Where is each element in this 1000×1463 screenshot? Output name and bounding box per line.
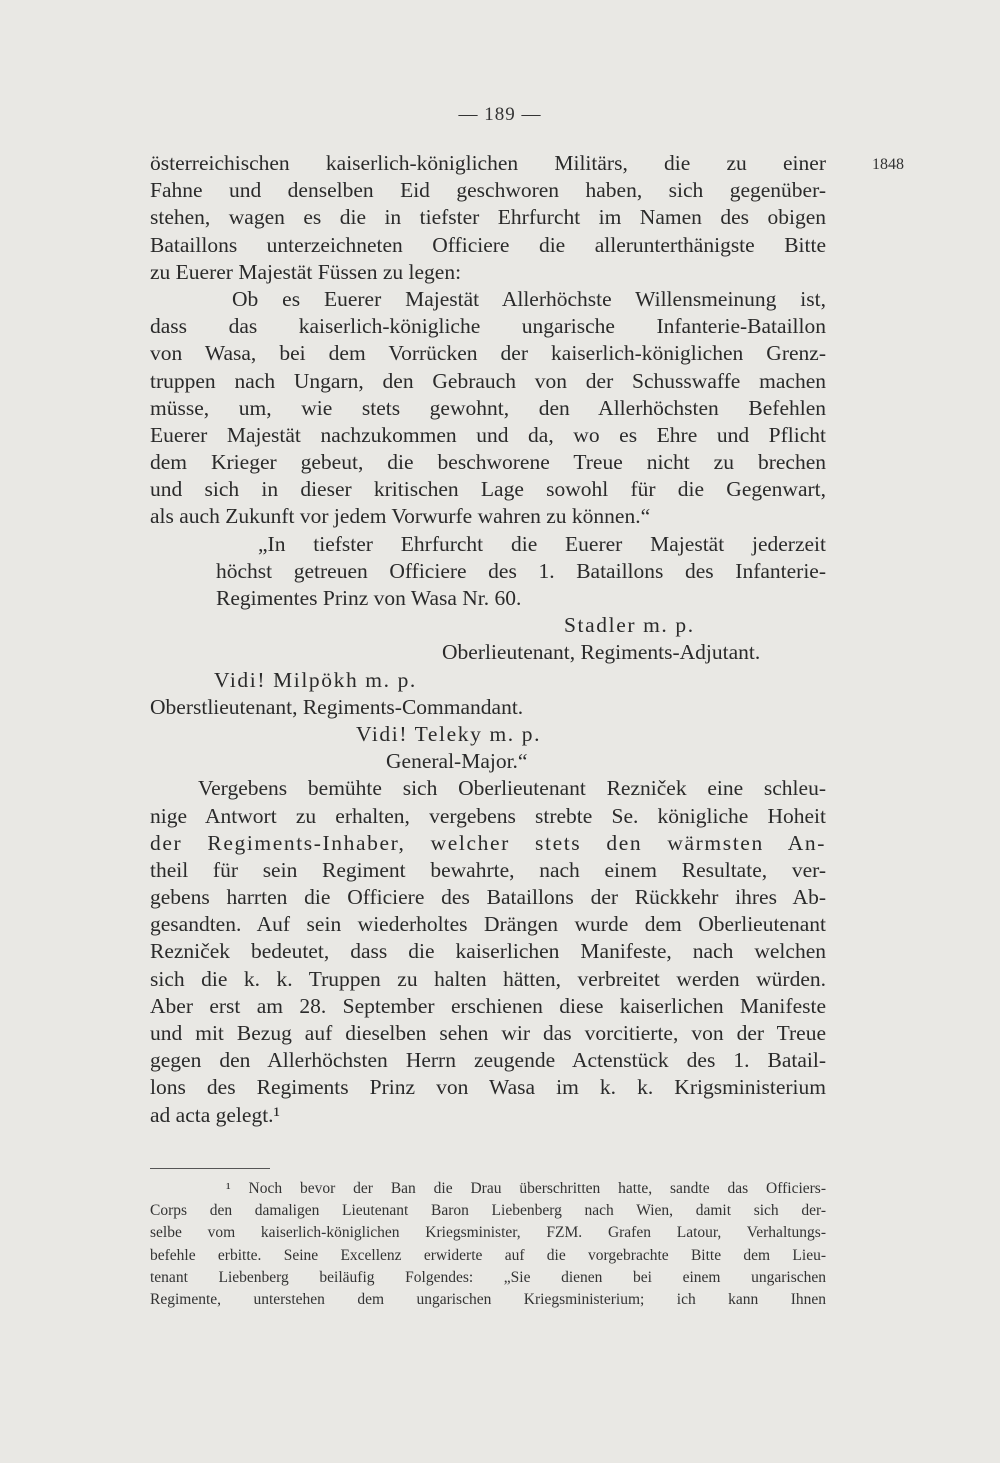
text-line: als auch Zukunft vor jedem Vorwurfe wahren zu können.“ <box>150 504 651 529</box>
footnote-rule <box>150 1168 270 1169</box>
text-line: Euerer Majestät nachzukommen und da, wo es Ehre und Pflicht <box>150 422 826 447</box>
text-line: höchst getreuen Officiere des 1. Bataillons des Infanterie- <box>216 558 826 583</box>
text-line: Oberstlieutenant, Regiments-Commandant. <box>150 694 524 719</box>
footnote-line: ¹ Noch bevor der Ban die Drau überschritten hatte, sandte das Officiers- <box>226 1180 826 1197</box>
body-text <box>150 150 826 1129</box>
text-line: nige Antwort zu erhalten, vergebens strebte Se. königliche Hoheit <box>150 803 826 828</box>
text-line: Ob es Euerer Majestät Allerhöchste Willensmeinung ist, <box>232 286 826 311</box>
text-line: General-Major.“ <box>386 749 528 774</box>
footnote-line: Corps den damaligen Lieutenant Baron Liebenberg nach Wien, damit sich der- <box>150 1202 826 1220</box>
text-line: dem Krieger gebeut, die beschworene Treue nicht zu brechen <box>150 450 826 475</box>
text-line: sich die k. k. Truppen zu halten hätten, verbreitet werden würden. <box>150 966 826 991</box>
margin-year: 1848 <box>872 156 904 173</box>
text-line: Aber erst am 28. September erschienen diese kaiserlichen Manifeste <box>150 993 826 1018</box>
footnote-line: befehle erbitte. Seine Excellenz erwiderte auf die vorgebrachte Bitte dem Lieu- <box>150 1246 826 1264</box>
text-line: Stadler m. p. <box>564 613 695 638</box>
text-line: gesandten. Auf sein wiederholtes Drängen wurde dem Oberlieutenant <box>150 912 826 937</box>
text-line: der Regiments-Inhaber, welcher stets den wärmsten An- <box>150 830 826 855</box>
text-line: ad acta gelegt.¹ <box>150 1102 280 1127</box>
text-line: müsse, um, wie stets gewohnt, den Allerhöchsten Befehlen <box>150 395 826 420</box>
text-line: Oberlieutenant, Regiments-Adjutant. <box>442 640 761 665</box>
text-line: truppen nach Ungarn, den Gebrauch von der Schusswaffe machen <box>150 368 826 393</box>
footnote-line: Regimente, unterstehen dem ungarischen Kriegsministerium; ich kann Ihnen <box>150 1290 826 1308</box>
footnote-line: selbe vom kaiserlich-königlichen Kriegsminister, FZM. Grafen Latour, Verhaltungs- <box>150 1224 826 1242</box>
text-line: Bataillons unterzeichneten Officiere die allerunterthänigste Bitte <box>150 232 826 257</box>
footnote-text <box>150 1178 826 1311</box>
text-line: Vergebens bemühte sich Oberlieutenant Rezniček eine schleu- <box>198 776 826 801</box>
text-line: lons des Regiments Prinz von Wasa im k. k. Krigsministerium <box>150 1075 826 1100</box>
text-line: dass das kaiserlich-königliche ungarische Infanterie-Bataillon <box>150 314 826 339</box>
page-number: — 189 — <box>458 104 542 125</box>
text-line: österreichischen kaiserlich-königlichen Militärs, die zu einer <box>150 151 826 175</box>
text-line: Fahne und denselben Eid geschworen haben, sich gegenüber- <box>150 178 826 203</box>
footnote-line: tenant Liebenberg beiläufig Folgendes: „Sie dienen bei einem ungarischen <box>150 1268 826 1286</box>
text-line: Regimentes Prinz von Wasa Nr. 60. <box>216 586 522 610</box>
text-line: Rezniček bedeutet, dass die kaiserlichen Manifeste, nach welchen <box>150 939 826 964</box>
text-line: „In tiefster Ehrfurcht die Euerer Majestät jederzeit <box>258 531 826 556</box>
text-line: von Wasa, bei dem Vorrücken der kaiserlich-königlichen Grenz- <box>150 341 826 366</box>
text-line: und sich in dieser kritischen Lage sowohl für die Gegenwart, <box>150 477 826 502</box>
text-line: Vidi! Teleky m. p. <box>356 721 542 746</box>
text-line: stehen, wagen es die in tiefster Ehrfurcht im Namen des obigen <box>150 205 826 230</box>
text-line: gegen den Allerhöchsten Herrn zeugende Actenstück des 1. Batail- <box>150 1048 826 1073</box>
text-line: gebens harrten die Officiere des Bataillons der Rückkehr ihres Ab- <box>150 885 826 910</box>
text-line: theil für sein Regiment bewahrte, nach einem Resultate, ver- <box>150 857 826 882</box>
text-line: und mit Bezug auf dieselben sehen wir das vorcitierte, von der Treue <box>150 1021 826 1045</box>
text-line: zu Euerer Majestät Füssen zu legen: <box>150 259 462 284</box>
text-line: Vidi! Milpökh m. p. <box>214 667 417 692</box>
